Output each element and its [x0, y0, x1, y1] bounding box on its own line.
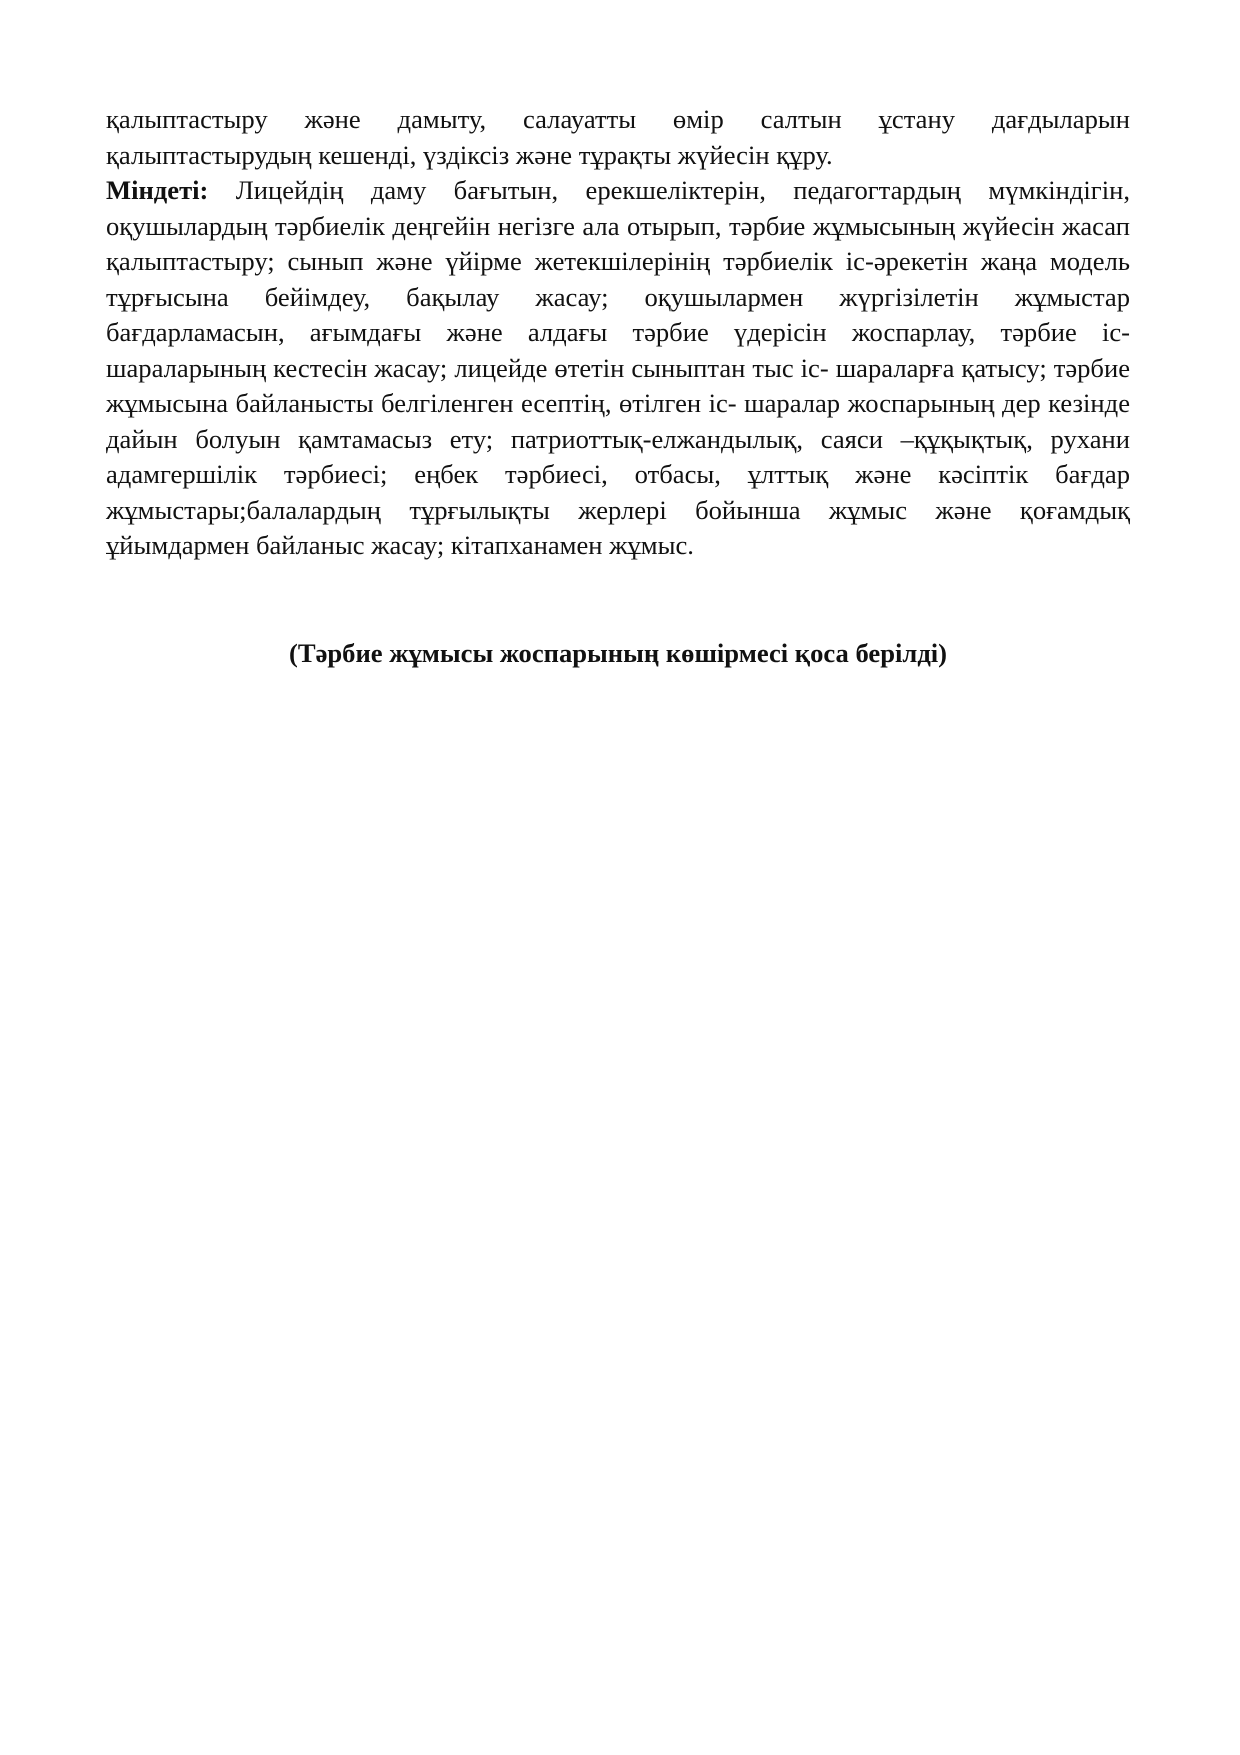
paragraph-continuation: қалыптастыру және дамыту, салауатты өмір салтын ұстану дағдыларын қалыптастырудың кешенді, үздіксіз және тұрақты жүйесін құру.: [106, 104, 1130, 170]
tasks-label: Міндеті:: [106, 175, 209, 205]
body-text: [106, 102, 1130, 564]
tasks-text: Лицейдің даму бағытын, ерекшеліктерін, педагогтардың мүмкіндігін, оқушылардың тәрбиелік деңгейін негізге ала отырып, тәрбие жұмысының жүйесін жасап қалыптастыру; сынып және үйірме жетекшілерінің тәрбиелік іс-әрекетін жаңа модель тұрғысына бейімдеу, бақылау жасау; оқушылармен жүргізілетін жұмыстар бағдарламасын, ағымдағы және алдағы тәрбие үдерісін жоспарлау, тәрбие іс-шараларының кестесін жасау; лицейде өтетін сыныптан тыс іс- шараларға қатысу; тәрбие жұмысына байланысты белгіленген есептің, өтілген іс- шаралар жоспарының дер кезінде дайын болуын қамтамасыз ету; патриоттық-елжандылық, саяси –құқықтық, рухани адамгершілік тәрбиесі; еңбек тәрбиесі, отбасы, ұлттық және кәсіптік бағдар жұмыстары;балалардың тұрғылықты жерлері бойынша жұмыс және қоғамдық ұйымдармен байланыс жасау; кітапханамен жұмыс.: [106, 175, 1130, 560]
attachment-note: (Тәрбие жұмысы жоспарының көшірмесі қоса берілді): [288, 638, 948, 668]
tasks-paragraph: [106, 173, 1130, 564]
